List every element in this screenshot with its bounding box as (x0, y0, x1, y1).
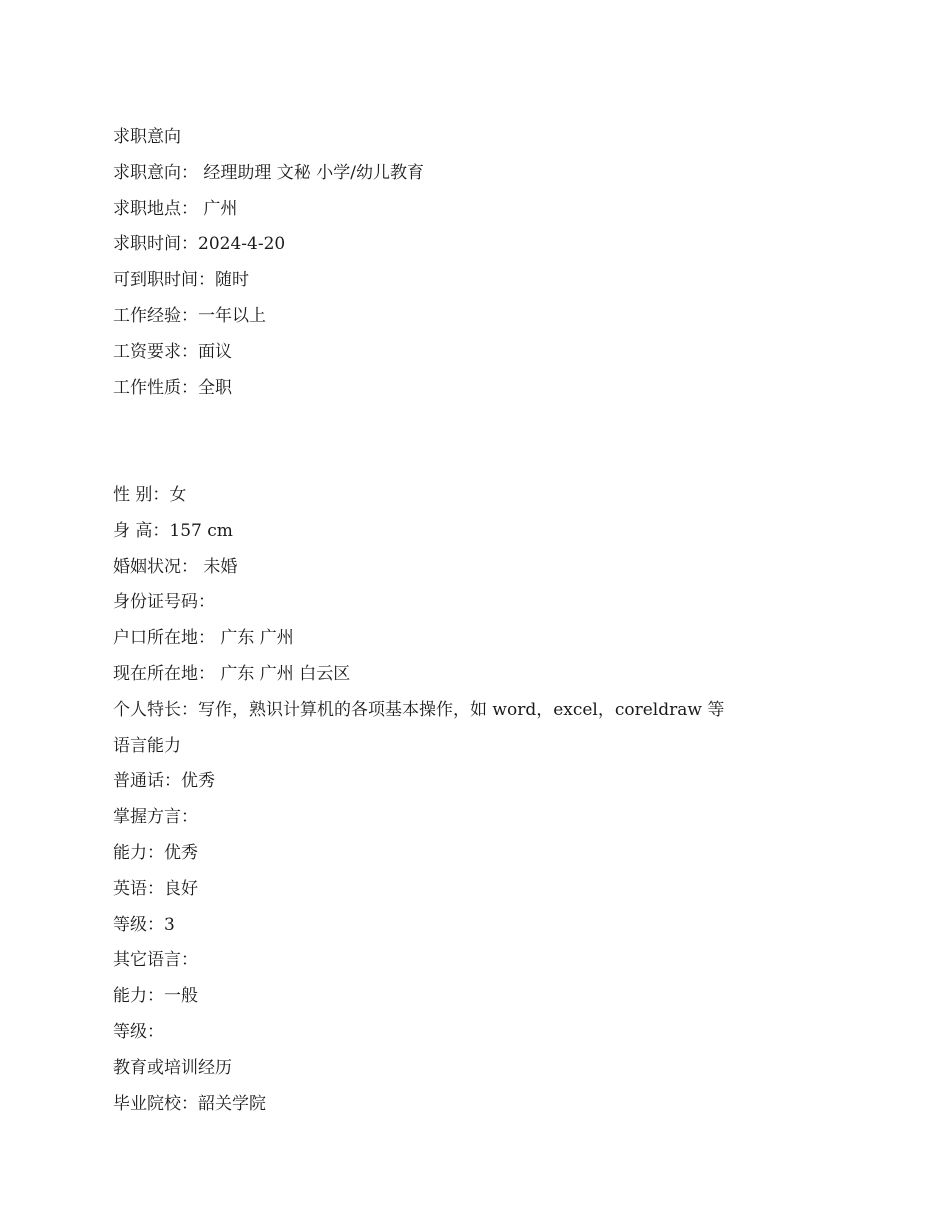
dialect-ability: 能力：优秀 (113, 842, 198, 863)
desired-position: 求职意向： 经理助理 文秘 小学/幼儿教育 (113, 162, 424, 183)
personal-info-section (113, 483, 873, 1127)
section-heading-education: 教育或培训经历 (113, 1057, 232, 1078)
job-type: 工作性质：全职 (113, 377, 232, 398)
english-grade: 等级：3 (113, 914, 175, 935)
dialects: 掌握方言： (113, 807, 198, 828)
salary-requirement: 工资要求：面议 (113, 341, 232, 362)
household-registration: 户口所在地： 广东 广州 (113, 628, 294, 649)
gender: 性 别：女 (113, 485, 187, 505)
id-number: 身份证号码： (113, 592, 215, 613)
personal-skills: 个人特长：写作，熟识计算机的各项基本操作，如 word，excel，coreldraw 等 (113, 699, 725, 720)
other-language-grade: 等级： (113, 1021, 164, 1042)
desired-location: 求职地点： 广州 (113, 198, 238, 219)
english-level: 英语：良好 (113, 878, 198, 899)
graduated-school: 毕业院校：韶关学院 (113, 1093, 266, 1114)
availability: 可到职时间：随时 (113, 270, 249, 291)
other-languages: 其它语言： (113, 950, 198, 971)
mandarin-level: 普通话：优秀 (113, 771, 215, 792)
height: 身 高：157 cm (113, 520, 233, 541)
section-heading-job-intention: 求职意向 (113, 127, 181, 147)
application-date: 求职时间：2024-4-20 (113, 234, 286, 255)
marital-status: 婚姻状况： 未婚 (113, 556, 238, 577)
current-location: 现在所在地： 广东 广州 白云区 (113, 663, 351, 684)
other-language-ability: 能力：一般 (113, 986, 198, 1007)
work-experience: 工作经验：一年以上 (113, 305, 266, 326)
job-intention-section (113, 125, 873, 411)
section-heading-language-ability: 语言能力 (113, 735, 181, 756)
